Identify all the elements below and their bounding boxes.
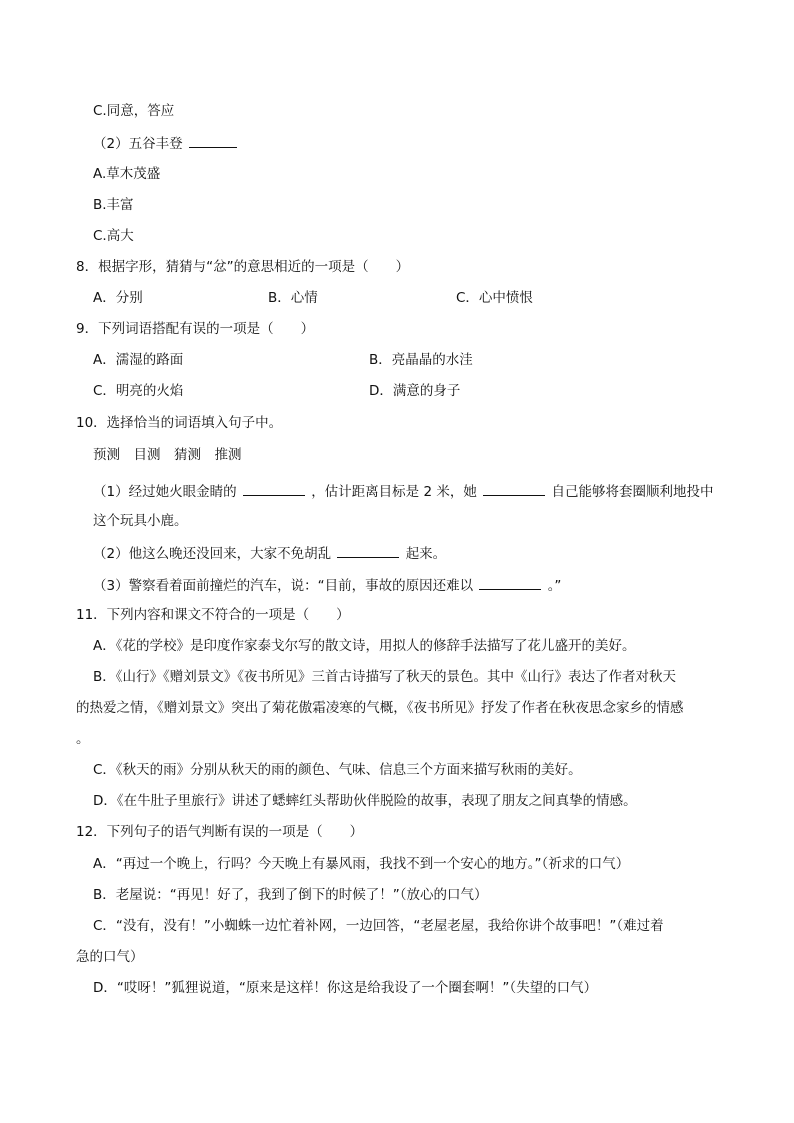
subquestion-text: （2）他这么晚还没回来，大家不免胡乱 — [93, 546, 332, 562]
continuation-line: 急的口气） — [76, 949, 144, 965]
subquestion-text: 。” — [547, 578, 562, 594]
option-line: C.高大 — [93, 228, 134, 244]
question-11: 11．下列内容和课文不符合的一项是（ ） — [76, 607, 350, 623]
option-d: D．《在牛肚子里旅行》讲述了蟋蟀红头帮助伙伴脱险的故事，表现了朋友之间真挚的情感。 — [93, 793, 637, 809]
question-8: 8．根据字形，猜猜与“忿”的意思相近的一项是（ ） — [76, 259, 410, 275]
word-bank: 预测 目测 猜测 推测 — [93, 447, 242, 463]
answer-blank[interactable] — [479, 575, 541, 590]
subquestion-line — [93, 133, 239, 153]
question-9: 9．下列词语搭配有误的一项是（ ） — [76, 321, 315, 337]
continuation-line: 。 — [76, 731, 90, 747]
question-12: 12．下列句子的语气判断有误的一项是（ ） — [76, 824, 364, 840]
subquestion-text: ，估计距离目标是 2 米，她 — [311, 484, 477, 500]
answer-blank[interactable] — [189, 133, 237, 148]
option-line: B.丰富 — [93, 197, 134, 213]
option-line: A.草木茂盛 — [93, 166, 161, 182]
subquestion-text: （2）五谷丰登 — [93, 136, 183, 152]
continuation-line: 的热爱之情，《赠刘景文》突出了菊花傲霜凌寒的气概，《夜书所见》抒发了作者在秋夜思念家乡的情感 — [76, 700, 684, 716]
subquestion-text: 自己能够将套圈顺利地投中 — [551, 484, 714, 500]
subquestion-text: 起来。 — [405, 546, 447, 562]
answer-blank[interactable] — [337, 543, 399, 558]
subquestion-line — [93, 481, 713, 501]
answer-blank[interactable] — [483, 481, 545, 496]
question-10: 10．选择恰当的词语填入句子中。 — [76, 415, 283, 431]
subquestion-line — [93, 543, 446, 563]
option-a: A．濡湿的路面 — [93, 352, 184, 368]
option-c: C．“没有，没有！”小蜘蛛一边忙着补网，一边回答，“老屋老屋，我给你讲个故事吧！”（难过着 — [93, 918, 664, 934]
option-c: C．明亮的火焰 — [93, 383, 184, 399]
option-c: C．《秋天的雨》分别从秋天的雨的颜色、气味、信息三个方面来描写秋雨的美好。 — [93, 762, 582, 778]
option-a: A．分别 — [93, 290, 143, 306]
option-line: C.同意，答应 — [93, 103, 175, 119]
option-b: B．亮晶晶的水洼 — [369, 352, 473, 368]
subquestion-text: （1）经过她火眼金睛的 — [93, 484, 237, 500]
subquestion-text: （3）警察看着面前撞烂的汽车，说：“目前，事故的原因还难以 — [93, 578, 474, 594]
option-b: B．《山行》《赠刘景文》《夜书所见》三首古诗描写了秋天的景色。其中《山行》表达了作者对秋天 — [93, 669, 677, 685]
continuation-line: 这个玩具小鹿。 — [93, 513, 188, 529]
option-d: D．满意的身子 — [369, 383, 461, 399]
answer-blank[interactable] — [243, 481, 305, 496]
option-b: B．心情 — [268, 290, 318, 306]
subquestion-line — [93, 575, 561, 595]
option-a: A．“再过一个晚上，行吗？今天晚上有暴风雨，我找不到一个安心的地方。”（祈求的口气） — [93, 856, 630, 872]
option-b: B．老屋说：“再见！好了，我到了倒下的时候了！”（放心的口气） — [93, 887, 488, 903]
option-a: A．《花的学校》是印度作家泰戈尔写的散文诗，用拟人的修辞手法描写了花儿盛开的美好。 — [93, 638, 636, 654]
option-c: C．心中愤恨 — [456, 290, 533, 306]
option-d: D．“哎呀！”狐狸说道，“原来是这样！你这是给我设了一个圈套啊！”（失望的口气） — [93, 980, 598, 996]
